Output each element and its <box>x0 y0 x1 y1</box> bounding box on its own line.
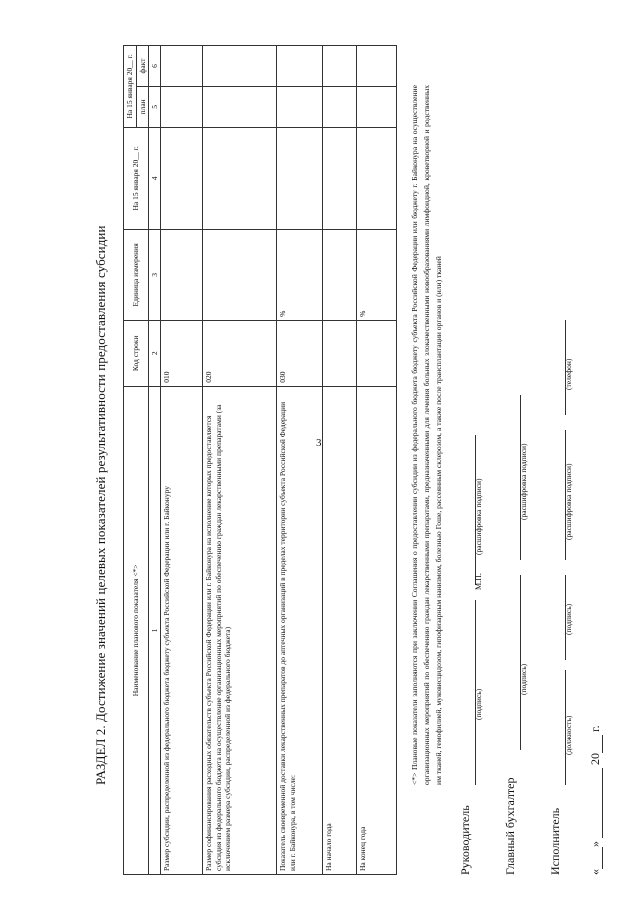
head-label: Руководитель <box>458 805 472 875</box>
table-row-col-numbers <box>149 46 161 875</box>
row-code <box>323 320 357 386</box>
header-name: Наименование планового показателя <*> <box>124 386 149 874</box>
indicators-table <box>123 45 397 875</box>
row-code <box>357 320 397 386</box>
date-suffix: г. <box>588 725 602 732</box>
header-fact: факт <box>136 46 149 87</box>
row-name: На начало года <box>323 386 357 874</box>
accountant-decode-caption: (расшифровка подписи) <box>519 443 528 520</box>
col-number: 2 <box>149 320 161 386</box>
table-row <box>357 46 397 875</box>
head-signature-caption: (подпись) <box>474 688 483 720</box>
accountant-signature-line <box>506 575 521 750</box>
row-code: 020 <box>203 320 277 386</box>
date-open-quote: « <box>588 869 602 875</box>
date-year-line <box>590 735 603 753</box>
date-year: 20 <box>588 753 602 765</box>
accountant-signature-caption: (подпись) <box>519 663 528 695</box>
date-line <box>588 725 603 875</box>
executor-label: Исполнитель <box>548 807 562 875</box>
col-number: 4 <box>149 127 161 229</box>
executor-phone-caption: (телефон) <box>564 358 573 390</box>
col-number: 1 <box>149 386 161 874</box>
table-row <box>203 46 277 875</box>
executor-position-caption: (должность) <box>564 715 573 755</box>
table-row <box>161 46 203 875</box>
col-number: 6 <box>149 46 161 87</box>
date-month-line <box>590 768 603 838</box>
row-unit: % <box>357 230 397 321</box>
head-decode-caption: (расшифровка подписи) <box>474 478 483 555</box>
page-number: 3 <box>316 437 322 449</box>
header-unit: Единица измерения <box>124 230 149 321</box>
row-unit: % <box>277 230 323 321</box>
row-unit <box>161 230 203 321</box>
header-plan: план <box>136 86 149 127</box>
executor-signature-caption: (подпись) <box>564 603 573 635</box>
accountant-label: Главный бухгалтер <box>503 777 517 875</box>
row-name: Показатель своевременной доставки лекарственных препаратов до аптечных организаций в пределах территории субъекта Российской Федерации или г. Байконура, в том числе: <box>277 386 323 874</box>
col-number: 5 <box>149 86 161 127</box>
row-unit <box>323 230 357 321</box>
row-code: 030 <box>277 320 323 386</box>
row-name: На конец года <box>357 386 397 874</box>
table-row <box>277 46 323 875</box>
header-code: Код строки <box>124 320 149 386</box>
date-day-line <box>590 847 603 869</box>
footnote: <*> Плановые показатели заполняются при заключении Соглашения о предоставлении субсидии из федерального бюджета бюджету субъекта Российской Федерации или бюджету г. Байконура на осуществление организационных мероприятий по обеспечению граждан лекарственными препаратами, предназначенными для лечения больных злокачественными новообразованиями лимфоидной, кроветворной и родственных им тканей, гемофилией, муковисцидозом, гипофизарным нанизмом, болезнью Гоше, рассеянным склерозом, а также после трансплантации органов и (или) тканей <box>410 85 443 785</box>
row-code: 010 <box>161 320 203 386</box>
header-jan-prev: На 15 января 20__ г. <box>124 127 149 229</box>
section-title: РАЗДЕЛ 2. Достижение значений целевых показателей результативности предоставления субсидии <box>93 225 108 785</box>
row-name: Размер софинансирования расходных обязательств субъекта Российской Федерации или г. Байконура на исполнение которых предоставляется субсидия из федерального бюджета на осуществление организационных мероприятий по обеспечению граждан лекарственными препаратами (за исключением размера субсидии, распределенной из федерального бюджета) <box>203 386 277 874</box>
table-row <box>323 46 357 875</box>
date-close-quote: » <box>588 841 602 847</box>
executor-decode-caption: (расшифровка подписи) <box>564 463 573 540</box>
col-number: 3 <box>149 230 161 321</box>
stamp-mark: М.П. <box>474 573 483 590</box>
row-unit <box>203 230 277 321</box>
header-jan-curr: На 15 января 20__ г. <box>124 46 137 128</box>
row-name: Размер субсидии, распределенной из федерального бюджета бюджету субъекта Российской Федерации или г. Байконуру <box>161 386 203 874</box>
